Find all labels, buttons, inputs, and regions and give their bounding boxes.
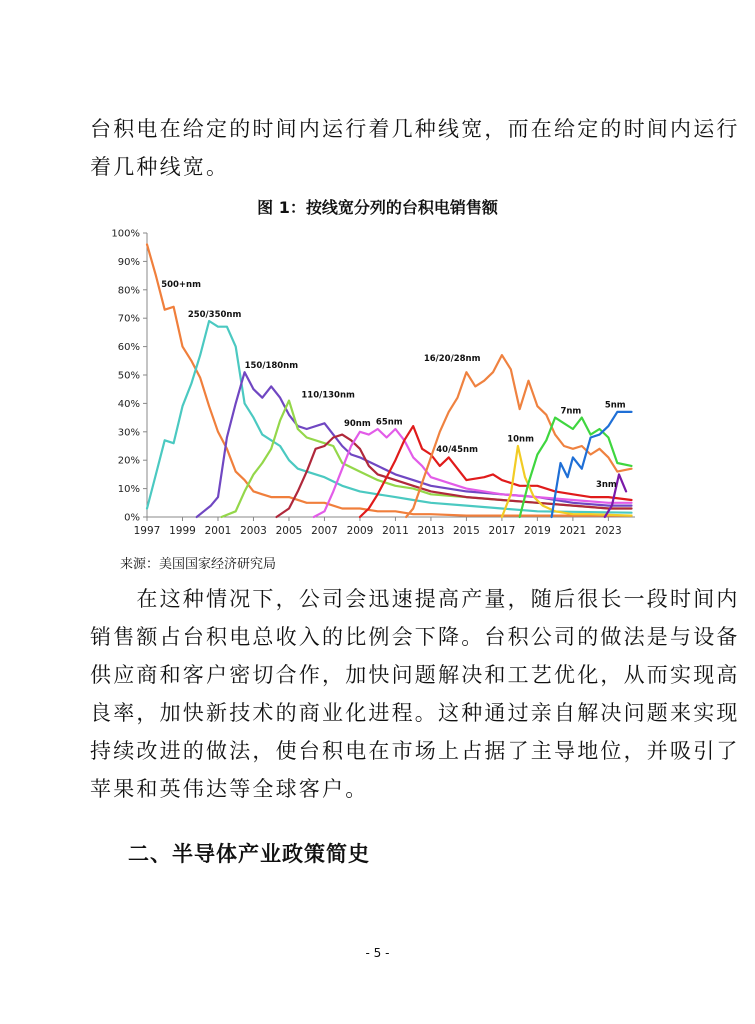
paragraph-line: 在这种情况下，公司会迅速提高产量，随后很长一段时间内 (90, 587, 740, 611)
x-tick-label: 2013 (417, 525, 445, 537)
series-label: 500+nm (161, 279, 201, 290)
figure-title: 图 1：按线宽分列的台积电销售额 (257, 198, 498, 217)
section-heading: 二、半导体产业政策简史 (128, 842, 370, 866)
y-axis (111, 229, 147, 524)
figure-source: 来源：美国国家经济研究局 (120, 557, 277, 572)
page-number: - 5 - (365, 946, 390, 960)
x-tick-label: 2001 (204, 525, 232, 537)
series-label: 10nm (507, 434, 534, 445)
y-tick-label: 10% (117, 484, 140, 496)
y-tick-label: 90% (117, 256, 140, 268)
x-tick-label: 2009 (346, 525, 374, 537)
series-label: 65nm (375, 417, 403, 428)
series-label: 250/350nm (187, 309, 242, 320)
y-tick-label: 0% (124, 512, 140, 524)
body-paragraph (90, 580, 740, 808)
x-tick-label: 1997 (133, 525, 161, 537)
x-tick-label: 2021 (559, 525, 587, 537)
x-tick-label: 2019 (524, 525, 551, 537)
x-tick-label: 1999 (169, 525, 196, 537)
y-tick-label: 100% (111, 228, 140, 240)
paragraph-line: 持续改进的做法，使台积电在市场上占据了主导地位，并吸引了 (90, 739, 740, 763)
series-label: 110/130nm (301, 390, 355, 401)
x-tick-label: 2023 (595, 525, 622, 537)
y-tick-label: 20% (117, 455, 140, 467)
y-tick-label: 60% (117, 342, 140, 354)
paragraph-line: 台积电在给定的时间内运行着几种线宽，而在给定的时间内运行 (90, 117, 740, 141)
paragraph-line: 良率，加快新技术的商业化进程。这种通过亲自解决问题来实现 (90, 701, 740, 725)
x-tick-label: 2003 (240, 525, 267, 537)
y-tick-label: 50% (117, 370, 140, 382)
intro-paragraph (90, 110, 740, 186)
series-lines (147, 244, 632, 517)
paragraph-line: 苹果和英伟达等全球客户。 (90, 777, 369, 801)
x-tick-label: 2005 (275, 525, 303, 537)
y-tick-label: 70% (117, 313, 140, 325)
series-label: 3nm (595, 480, 617, 491)
x-tick-label: 2007 (311, 525, 338, 537)
paragraph-line: 销售额占台积电总收入的比例会下降。台积公司的做法是与设备 (90, 625, 740, 649)
paragraph-line: 着几种线宽。 (90, 155, 230, 179)
y-tick-label: 40% (117, 398, 140, 410)
sales-by-node-chart (100, 222, 645, 547)
x-tick-label: 2017 (488, 525, 516, 537)
x-axis (134, 517, 635, 537)
series-label: 150/180nm (244, 360, 299, 371)
x-tick-label: 2011 (382, 525, 409, 537)
series-label: 5nm (604, 400, 626, 411)
y-tick-label: 80% (117, 285, 140, 297)
series-label: 40/45nm (436, 445, 478, 456)
x-tick-label: 2015 (453, 525, 480, 537)
series-label: 90nm (343, 419, 371, 430)
series-label: 16/20/28nm (423, 353, 481, 364)
y-tick-label: 30% (117, 427, 140, 439)
series-label: 7nm (560, 406, 582, 417)
paragraph-line: 供应商和客户密切合作，加快问题解决和工艺优化，从而实现高 (90, 663, 740, 687)
